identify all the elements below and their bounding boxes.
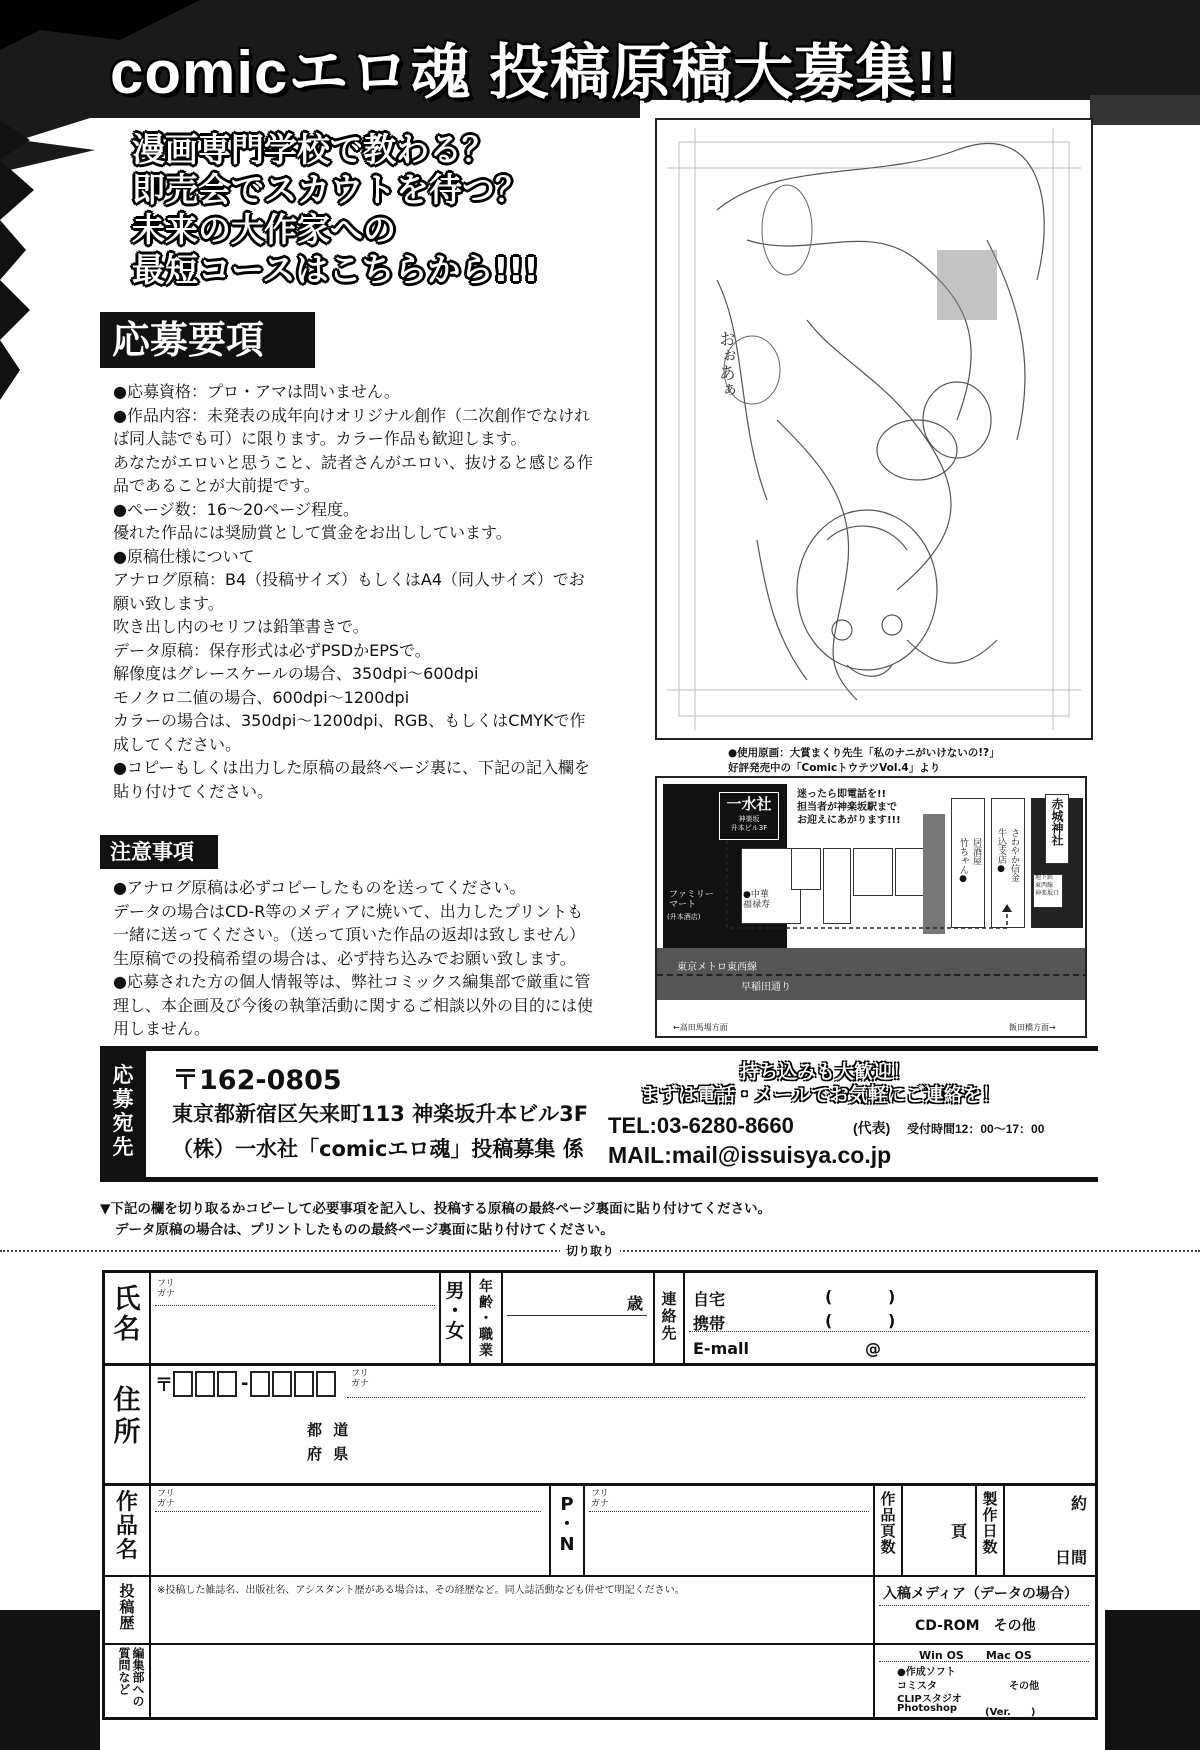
page-count-label-cell (875, 1483, 903, 1575)
map-street-name: 早稲田通り (741, 982, 791, 993)
requirements-line: アナログ原稿：B4（投稿サイズ）もしくはA4（同人サイズ）でお (113, 570, 585, 589)
media-divider (879, 1605, 1089, 1606)
postal-digit-box[interactable] (217, 1371, 237, 1397)
media-title: 入稿メディア（データの場合） (883, 1586, 1078, 1602)
sample-manuscript-sketch (655, 118, 1093, 740)
gender-field[interactable] (441, 1273, 471, 1363)
instruction-line-2: データ原稿の場合は、プリントしたものの最終ページ裏面に貼り付けてください。 (115, 1222, 614, 1238)
mobile-phone-paren: ( ) (825, 1311, 896, 1330)
address-top-rule (100, 1046, 1098, 1051)
software-comista: コミスタ (897, 1681, 937, 1692)
furigana-line (155, 1305, 435, 1306)
pen-name-label: P ・ N (558, 1494, 576, 1555)
days-approx: 約 (1070, 1494, 1087, 1513)
requirements-heading: 応募要項 (100, 312, 315, 368)
contact-label-cell (655, 1273, 685, 1363)
requirements-line: ば同人誌でも可）に限ります。カラー作品も歓迎します。 (113, 429, 527, 448)
history-note: ※投稿した雑誌名、出版社名、アシスタント歴がある場合は、その経歴など。同人誌活動なども併せて明記ください。 (157, 1585, 685, 1596)
requirements-line: データ原稿：保存形式は必ずPSDかEPSで。 (113, 640, 431, 660)
software-photoshop: Photoshop (897, 1703, 958, 1714)
cautions-line: ●応募された方の個人情報等は、弊社コミックス編集部で厳重に管 (113, 972, 591, 991)
welcome-line-2: まずは電話・メールでお気軽にご連絡を！ (640, 1084, 1001, 1106)
age-job-label: 年 齢 ・ 職 業 (479, 1279, 493, 1359)
map-left-dir: ←高田馬場方面 (673, 1023, 728, 1032)
requirements-line: 優れた作品には奨励賞として賞金をお出ししています。 (113, 523, 512, 542)
requirements-line: 貼り付けてください。 (113, 781, 274, 801)
cautions-line: 理し、本企画及び今後の執筆活動に関するご相談以外の目的には使 (113, 995, 594, 1015)
work-furigana-line (155, 1511, 541, 1512)
cautions-line: データの場合はCD-R等のメディアに焼いて、出力したプリントも (113, 901, 584, 921)
days-label-cell (977, 1483, 1005, 1575)
map-company: 一水社 (726, 795, 772, 813)
requirements-line: モノクロ二値の場合、600dpi〜1200dpi (113, 687, 410, 707)
map-sawayaka: さわやか信金 牛込支店● (996, 828, 1019, 882)
requirements-line: 吹き出し内のセリフは鉛筆書きで。 (113, 617, 369, 636)
pn-furigana-label: フリ ガナ (591, 1489, 610, 1509)
postal-mark: 〒 (155, 1375, 173, 1396)
gender-label: 男 ・ 女 (445, 1280, 465, 1342)
days-label: 製 作 日 数 (982, 1490, 998, 1556)
history-label-cell (105, 1575, 151, 1643)
mobile-phone-label: 携帯 (693, 1314, 726, 1333)
address-label-cell (105, 1363, 151, 1483)
address-label-text: 住 所 (113, 1385, 141, 1448)
software-other: その他 (1009, 1681, 1039, 1692)
contact-tel-note: (代表) (853, 1120, 891, 1136)
tagline-2: 即売会でスカウトを待つ？ (132, 170, 528, 209)
work-title-field[interactable] (151, 1483, 551, 1575)
contact-field[interactable] (685, 1273, 1095, 1363)
os-options: Win OS Mac OS (919, 1649, 1032, 1662)
email-at: @ (865, 1339, 881, 1358)
work-title-label-cell (105, 1483, 151, 1575)
requirements-line: 願い致します。 (113, 593, 224, 613)
cautions-heading: 注意事項 (100, 835, 218, 869)
requirements-line: ●ページ数：16〜20ページ程度。 (113, 499, 360, 519)
address-company: （株）一水社「comicエロ魂」投稿募集 係 (172, 1137, 584, 1161)
sketch-caption-1: ●使用原画：大賞まくり先生「私のナニがいけないの!?」 (728, 747, 1000, 759)
pn-furigana-line (589, 1511, 869, 1512)
home-phone-label: 自宅 (693, 1290, 726, 1309)
requirements-line: 成してください。 (113, 734, 242, 754)
software-version: (Ver. ) (985, 1707, 1036, 1718)
pen-name-field[interactable] (585, 1483, 875, 1575)
address-furigana-line (347, 1397, 1085, 1398)
requirements-line: カラーの場合は、350dpi〜1200dpi、RGB、もしくはCMYKで作 (113, 711, 586, 730)
contact-hours: 受付時間12：00〜17：00 (907, 1122, 1045, 1136)
corner-decoration-left (0, 1610, 100, 1750)
cautions-body (113, 876, 653, 1041)
welcome-line-1: 持ち込みも大歓迎！ (740, 1061, 912, 1083)
cautions-line: 一緒に送ってください。（送って頂いた作品の返却は致しません） (113, 925, 586, 944)
page-title: comicエロ魂 投稿原稿大募集!! (110, 39, 959, 106)
postal-digit-box[interactable] (250, 1371, 270, 1397)
requirements-body (113, 380, 653, 803)
address-street: 東京都新宿区矢来町113 神楽坂升本ビル3F (172, 1102, 589, 1126)
map-right-dir: 飯田橋方面→ (1009, 1023, 1056, 1032)
work-furigana-label: フリ ガナ (157, 1489, 176, 1509)
email-label: E-mall (693, 1339, 750, 1358)
address-furigana-label: フリ ガナ (351, 1369, 370, 1389)
jagged-edge (0, 120, 40, 440)
name-label-cell (105, 1273, 151, 1363)
requirements-line: 解像度はグレースケールの場合、350dpi〜600dpi (113, 664, 479, 683)
age-job-label-cell (471, 1273, 503, 1363)
contact-label: 連 絡 先 (661, 1290, 677, 1342)
contact-mail[interactable]: MAIL:mail@issuisya.co.jp (608, 1142, 892, 1168)
tagline-4: 最短コースはこちらから!!! (132, 250, 539, 289)
work-title-label: 作 品 名 (115, 1490, 138, 1563)
page-count-label: 作 品 頁 数 (880, 1490, 896, 1556)
questions-label: 編集部への 質問など (117, 1647, 145, 1707)
postal-digit-box[interactable] (316, 1371, 336, 1397)
name-field[interactable] (151, 1273, 441, 1363)
requirements-line: ●原稿仕様について (113, 546, 255, 566)
age-unit: 歳 (626, 1294, 643, 1313)
address-bottom-rule (100, 1177, 1098, 1182)
map-family-mart-sub: (升本酒店) (667, 913, 701, 921)
postal-digit-box[interactable] (195, 1371, 215, 1397)
questions-label-cell (105, 1643, 151, 1717)
name-label: 氏 名 (113, 1284, 141, 1345)
address-field[interactable] (151, 1363, 1095, 1483)
address-postal: 〒162-0805 (172, 1065, 342, 1096)
postal-digit-box[interactable] (272, 1371, 292, 1397)
map-chinese: ●中華 福禄寿 (743, 890, 771, 910)
contact-divider (689, 1331, 1089, 1332)
map-line: 東京メトロ東西線 (677, 962, 757, 973)
requirements-line: ●コピーもしくは出力した原稿の最終ページ裏に、下記の記入欄を (113, 758, 591, 777)
map-building: 神楽坂 升本ビル3F (730, 815, 768, 832)
tagline-1: 漫画専門学校で教わる？ (132, 130, 495, 169)
history-field[interactable] (151, 1575, 875, 1643)
contact-tel[interactable]: TEL:03-6280-8660 (608, 1113, 794, 1138)
os-divider (879, 1661, 1089, 1662)
age-job-field[interactable] (503, 1273, 655, 1363)
home-phone-paren: ( ) (825, 1287, 896, 1306)
map-family-mart: ファミリー マート (669, 890, 714, 910)
cautions-line: 生原稿での投稿希望の場合は、必ず持ち込みでお願い致します。 (113, 948, 576, 968)
requirements-line: ●応募資格：プロ・アマは問いません。 (113, 382, 400, 401)
map-subway-line (657, 974, 1087, 976)
postal-digit-box[interactable] (173, 1371, 193, 1397)
requirements-line: ●作品内容：未発表の成年向けオリジナル創作（二次創作でなけれ (113, 405, 591, 425)
map-note: 迷ったら即電話を!! 担当者が神楽坂駅まで お迎えにあがります!!! (797, 789, 901, 826)
days-field[interactable] (1005, 1483, 1095, 1575)
requirements-line: 品であることが大前提です。 (113, 476, 320, 495)
media-options: CD-ROM その他 (915, 1618, 1036, 1634)
media-field[interactable] (875, 1575, 1095, 1641)
days-unit: 日間 (1054, 1548, 1087, 1567)
instruction-line-1: ▼下記の欄を切り取るかコピーして必要事項を記入し、投稿する原稿の最終ページ裏面に貼り付けてください。 (100, 1201, 772, 1217)
tagline-3: 未来の大作家への (132, 210, 396, 249)
cautions-line: 用しません。 (113, 1019, 210, 1038)
map-exit: 地下鉄 東西線 神楽坂口 (1035, 874, 1060, 897)
page-count-field[interactable] (903, 1483, 977, 1575)
map-izakaya: 居酒屋 竹ちゃん● (958, 838, 981, 884)
software-title: ●作成ソフト (897, 1667, 956, 1678)
address-label (100, 1051, 146, 1177)
software-clip: CLIPスタジオ (897, 1694, 962, 1705)
cautions-line: ●アナログ原稿は必ずコピーしたものを送ってください。 (113, 878, 526, 897)
software-field[interactable] (875, 1643, 1095, 1717)
address-label-text: 応募宛先 (112, 1063, 134, 1159)
sketch-caption-2: 好評発売中の「ComicトウテツVol.4」より (728, 762, 941, 774)
submission-form (102, 1270, 1098, 1720)
requirements-line: あなたがエロいと思うこと、読者さんがエロい、抜けると感じる作 (113, 452, 594, 472)
age-rule (507, 1315, 647, 1316)
corner-decoration-right (1105, 1610, 1200, 1750)
questions-field[interactable] (151, 1643, 875, 1717)
postal-digit-box[interactable] (294, 1371, 314, 1397)
cut-label: 切り取り (560, 1242, 620, 1259)
access-map (655, 776, 1087, 1038)
pen-name-label-cell (551, 1483, 585, 1575)
map-shrine: 赤城神社 (1050, 798, 1064, 846)
prefecture-label-2: 府 県 (307, 1445, 352, 1463)
prefecture-label-1: 都 道 (307, 1421, 352, 1439)
postal-boxes[interactable]: - (173, 1371, 338, 1397)
history-label: 投 稿 歴 (119, 1582, 135, 1632)
speech-bubble-text: おぉあぁ (715, 330, 735, 398)
page-unit: 頁 (950, 1522, 967, 1541)
furigana-label: フリ ガナ (157, 1279, 176, 1299)
